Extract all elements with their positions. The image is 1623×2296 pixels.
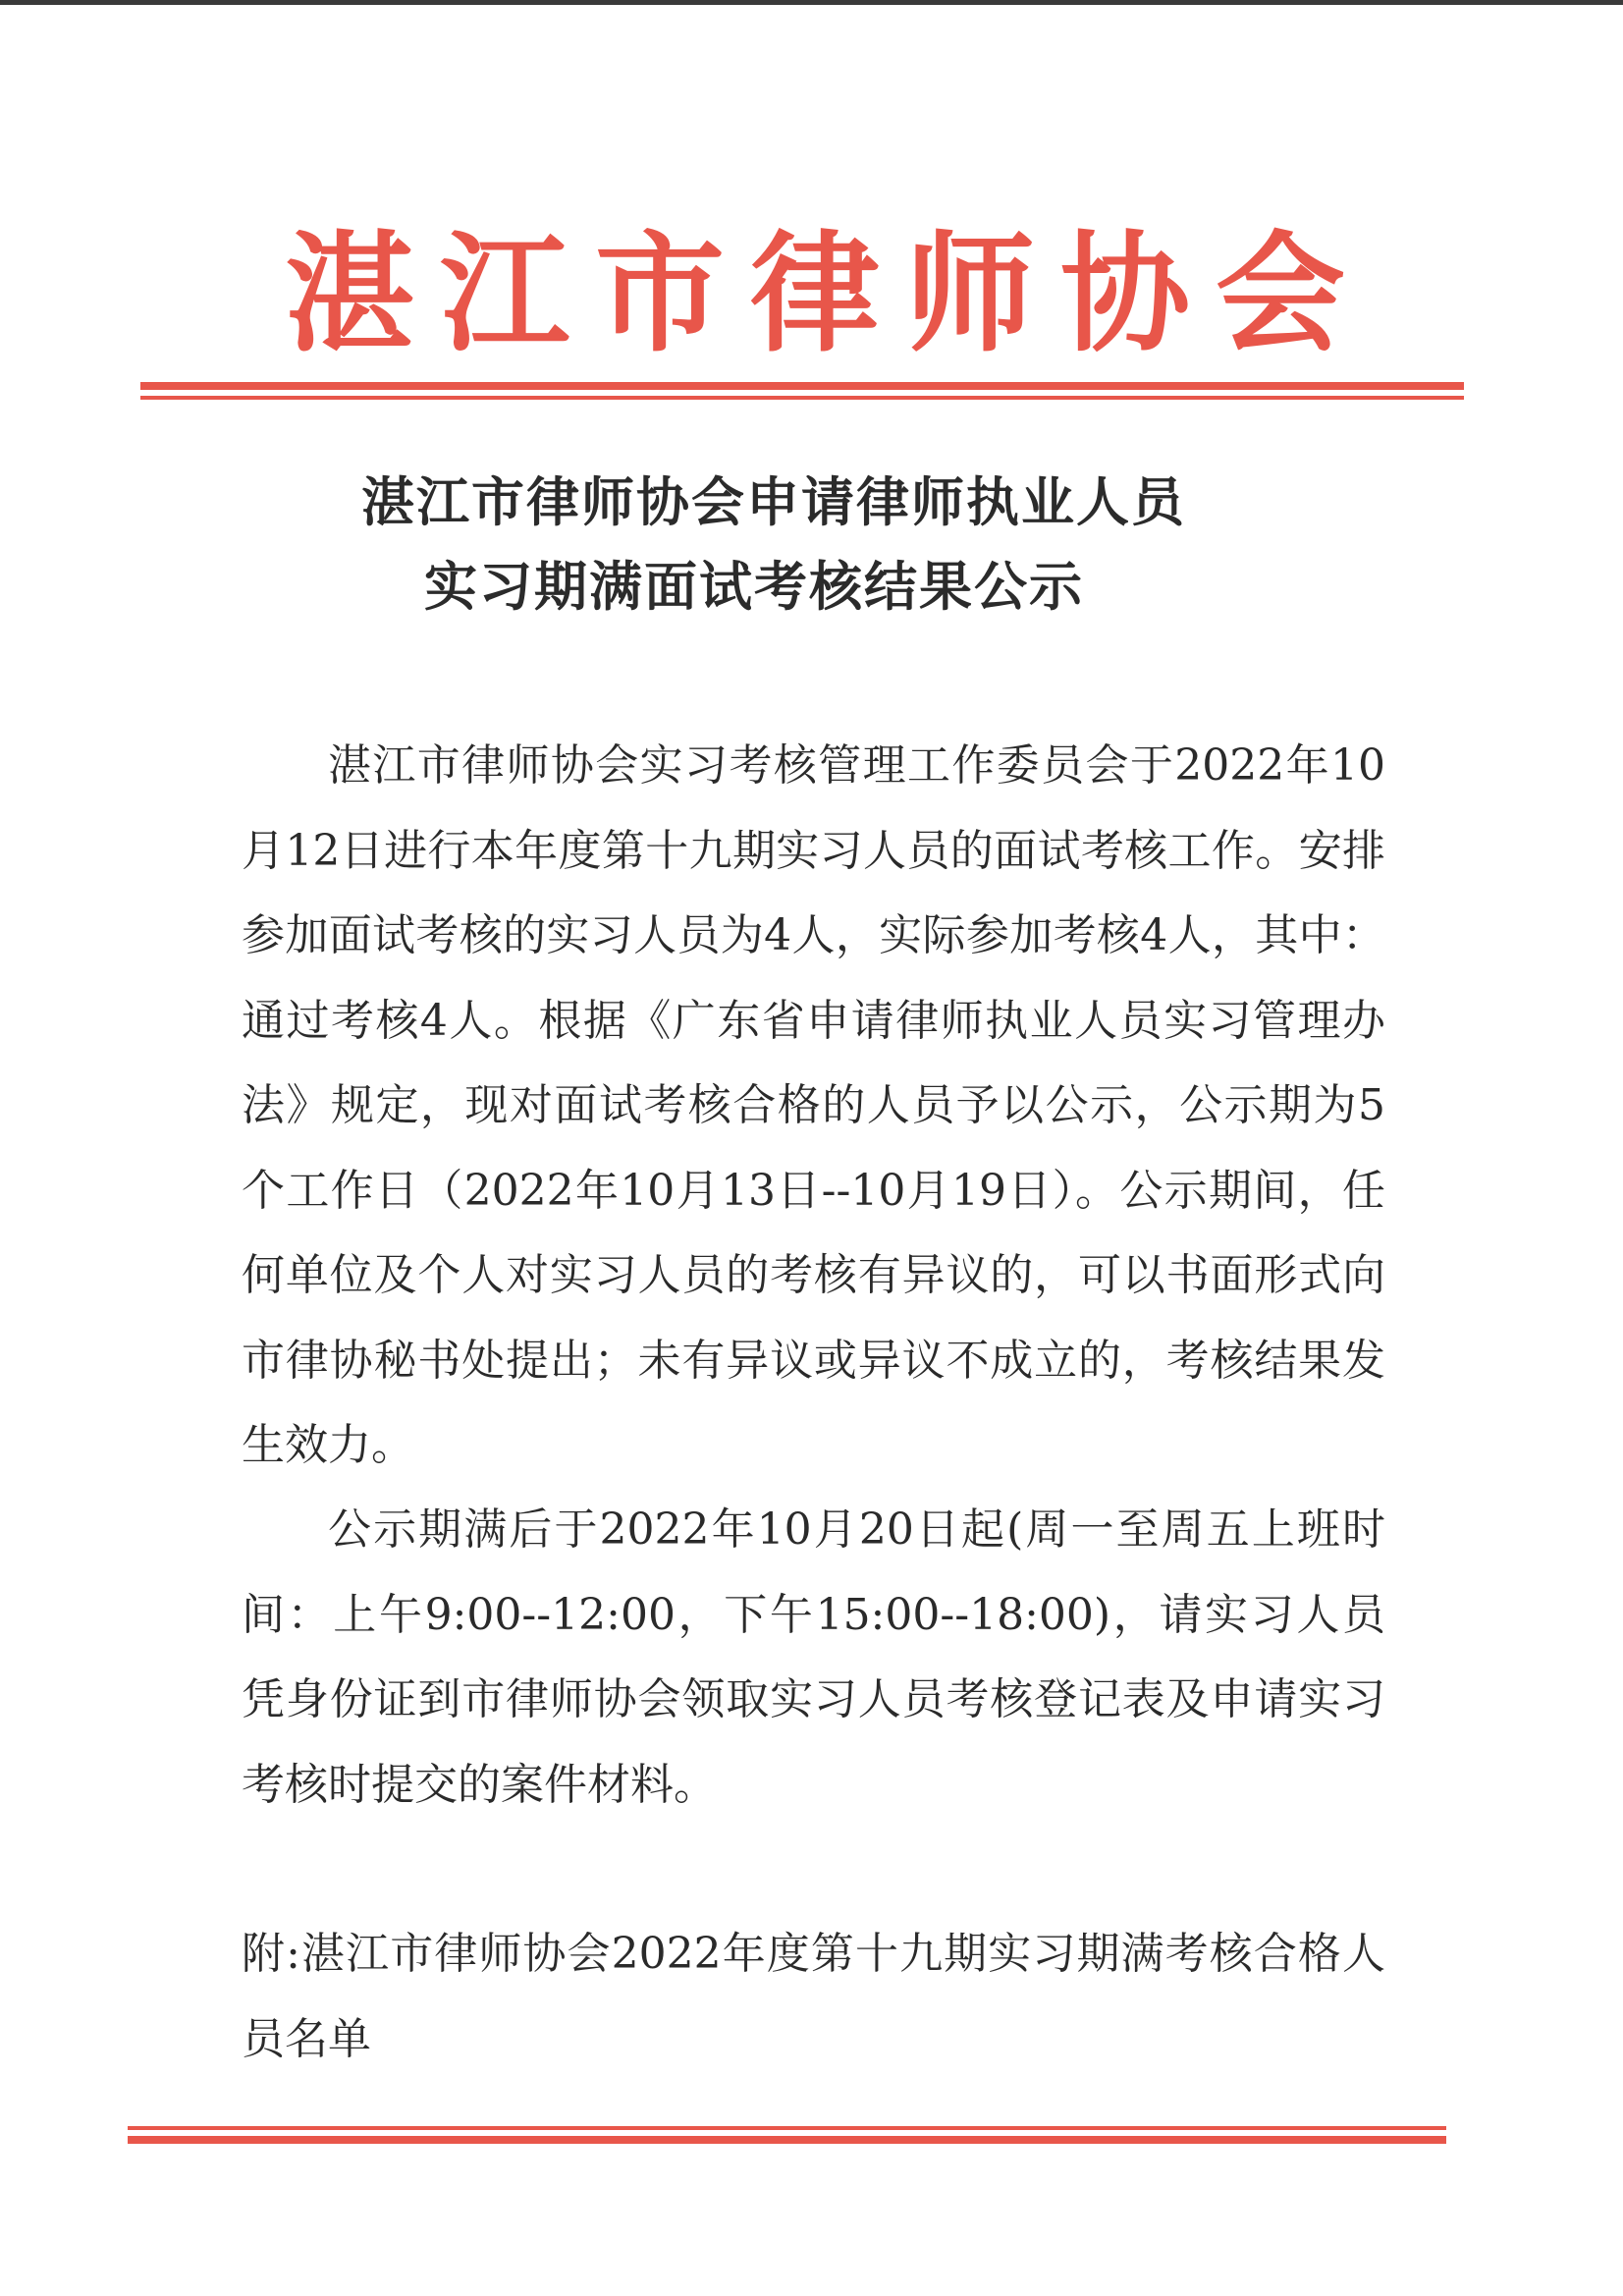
letterhead-divider-thin	[140, 396, 1464, 400]
letterhead-char: 江	[440, 219, 569, 370]
letterhead-char: 律	[750, 219, 880, 370]
body-paragraph-2: 公示期满后于2022年10月20日起(周一至周五上班时间：上午9:00--12:00，下午15:00--18:00)，请实习人员凭身份证到市律师协会领取实习人员考核登记表及申请实习考核时提交的案件材料。	[242, 1504, 1385, 1810]
document-title-line-1: 湛江市律师协会申请律师执业人员	[361, 471, 1186, 533]
letterhead-organization-name	[285, 221, 1345, 368]
attachment-note: 附:湛江市律师协会2022年度第十九期实习期满考核合格人员名单	[242, 1929, 1385, 2064]
letterhead-char: 师	[905, 219, 1035, 370]
letterhead-divider-thick	[140, 382, 1464, 390]
letterhead-char: 协	[1060, 219, 1190, 370]
footer-divider-thin	[128, 2126, 1446, 2130]
letterhead-char: 会	[1216, 219, 1345, 370]
document-title-line-2: 实习期满面试考核结果公示	[424, 556, 1084, 618]
body-paragraph-1: 湛江市律师协会实习考核管理工作委员会于2022年10月12日进行本年度第十九期实习人员的面试考核工作。安排参加面试考核的实习人员为4人，实际参加考核4人，其中：通过考核4人。根据《广东省申请律师执业人员实习管理办法》规定，现对面试考核合格的人员予以公示，公示期为5个工作日（2022年10月13日--10月19日）。公示期间，任何单位及个人对实习人员的考核有异议的，可以书面形式向市律协秘书处提出；未有异议或异议不成立的，考核结果发生效力。	[242, 740, 1385, 1470]
letterhead-char: 市	[595, 219, 725, 370]
footer-divider-thick	[128, 2136, 1446, 2144]
scan-edge	[0, 0, 1623, 5]
letterhead-char: 湛	[285, 219, 414, 370]
